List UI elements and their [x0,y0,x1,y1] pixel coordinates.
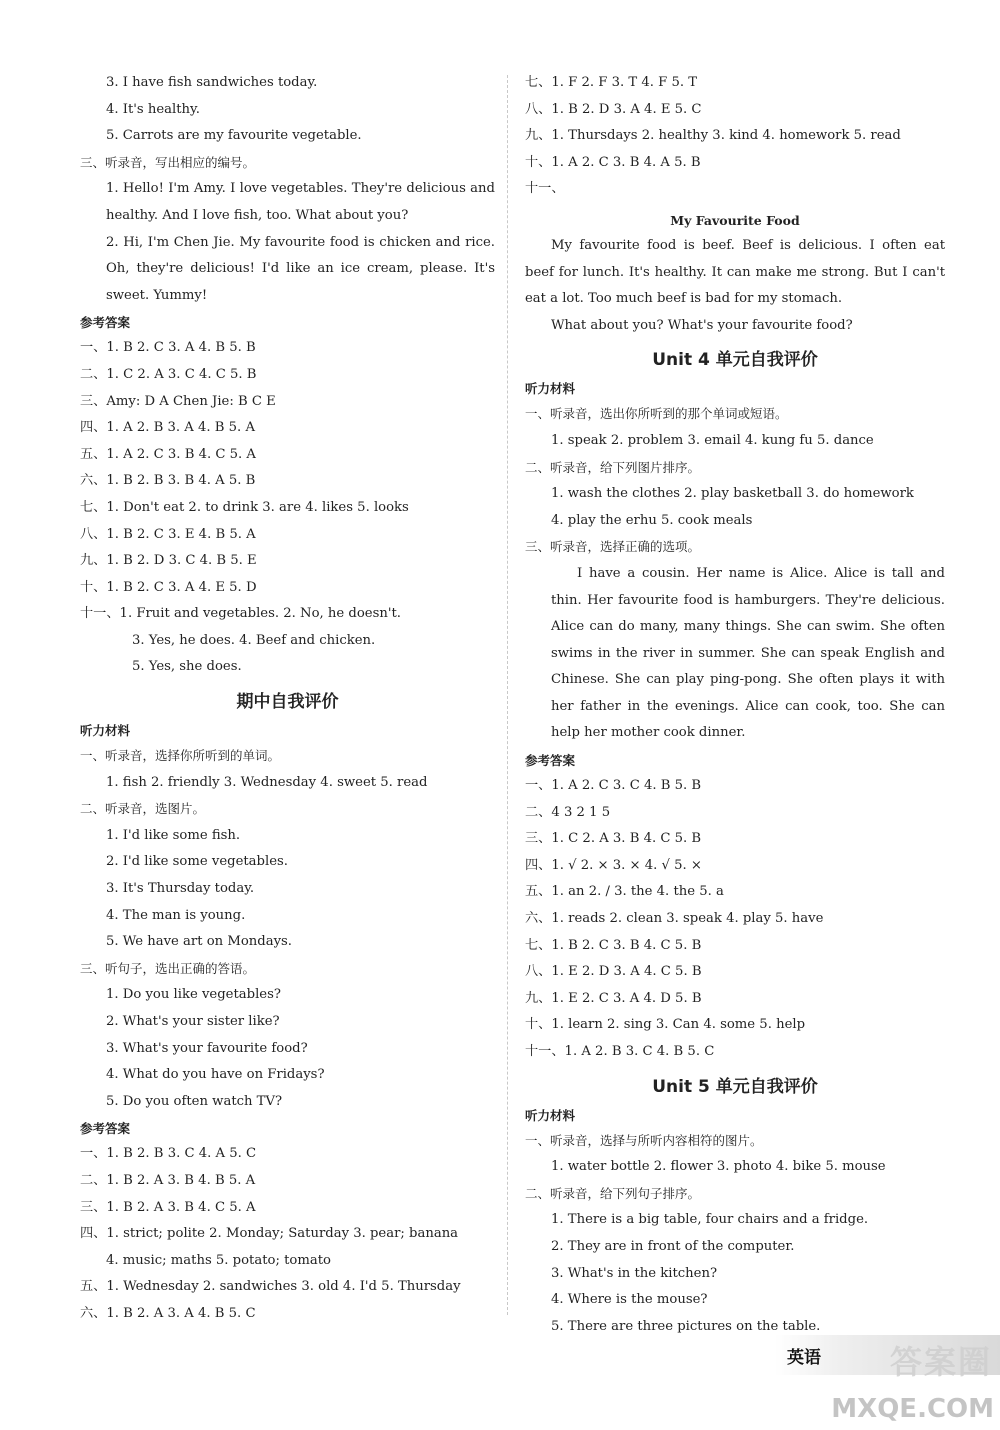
answer-line: 六、1. B 2. B 3. B 4. A 5. B [80,473,256,489]
column-divider [507,75,508,1315]
listening-item: 1. wash the clothes 2. play basketball 3. do homework [551,486,914,502]
answer-line: 5. Yes, she does. [132,659,242,675]
answer-line: 一、1. A 2. C 3. C 4. B 5. B [525,778,702,794]
answer-line: 七、1. Don't eat 2. to drink 3. are 4. likes 5. looks [80,499,409,515]
listening-item: 2. Hi, I'm Chen Jie. My favourite food is chicken and rice. Oh, they're delicious! I'd like an ice cream, please. It's sweet. Yummy! [106,234,495,303]
listening-item: 4. play the erhu 5. cook meals [551,512,753,528]
section-title: 二、听录音，选图片。 [80,801,206,817]
answer-line: 七、1. B 2. C 3. B 4. C 5. B [525,937,702,953]
left-column [80,70,495,1328]
answer-line: 一、1. B 2. B 3. C 4. A 5. C [80,1146,257,1162]
answer-line: 十一、1. A 2. B 3. C 4. B 5. C [525,1044,715,1059]
listening-item: 1. speak 2. problem 3. email 4. kung fu 5. dance [551,432,874,448]
listening-item: 5. We have art on Mondays. [106,934,292,950]
page-footer [775,1335,1000,1375]
watermark-url: MXQE.COM [831,1394,994,1424]
answer-line: 四、1. A 2. B 3. A 4. B 5. A [80,420,255,436]
answer-line: 十、1. B 2. C 3. A 4. E 5. D [80,579,257,595]
section-title: 一、听录音，选出你所听到的那个单词或短语。 [525,406,788,422]
listening-item: 1. fish 2. friendly 3. Wednesday 4. sweet 5. read [106,774,428,790]
answer-line: 四、1. √ 2. × 3. × 4. √ 5. × [525,857,702,873]
answer-line: 七、1. F 2. F 3. T 4. F 5. T [525,75,698,90]
listening-item: 1. Hello! I'm Amy. I love vegetables. They're delicious and healthy. And I love fish, too. What about you? [106,181,495,223]
answers-label: 参考答案 [80,1121,131,1137]
listening-item: 4. Where is the mouse? [551,1292,708,1308]
listening-item: 5. Do you often watch TV? [106,1093,283,1109]
listening-item: 1. Do you like vegetables? [106,987,281,1003]
answers-label: 参考答案 [80,315,131,331]
answer-line: 4. music; maths 5. potato; tomato [106,1252,331,1268]
answer-line: 一、1. B 2. C 3. A 4. B 5. B [80,340,256,356]
answer-line: 3. I have fish sandwiches today. [106,75,318,90]
listening-item: 1. There is a big table, four chairs and a fridge. [551,1212,869,1228]
answers-label: 参考答案 [525,753,576,769]
midterm-heading: 期中自我评价 [236,692,339,713]
listening-item: 3. It's Thursday today. [106,881,255,897]
right-column [525,70,945,1340]
answer-line: 二、1. C 2. A 3. C 4. C 5. B [80,366,257,382]
listening-item: 1. I'd like some fish. [106,827,241,843]
listening-item: 2. What's your sister like? [106,1014,280,1029]
listening-label: 听力材料 [525,1107,576,1123]
answer-line: 5. Carrots are my favourite vegetable. [106,128,362,144]
answer-line: 九、1. Thursdays 2. healthy 3. kind 4. homework 5. read [525,128,901,144]
answer-line: 三、1. C 2. A 3. B 4. C 5. B [525,831,702,847]
answer-line: 六、1. reads 2. clean 3. speak 4. play 5. have [525,911,824,927]
answer-line: 二、4 3 2 1 5 [525,804,611,820]
section-title: 三、听录音，写出相应的编号。 [80,154,256,170]
listening-label: 听力材料 [80,723,131,739]
listening-item: 2. They are in front of the computer. [551,1238,795,1254]
section-title: 三、听句子，选出正确的答语。 [80,960,256,976]
section-title: 二、听录音，给下列图片排序。 [525,459,701,475]
answer-line: 九、1. B 2. D 3. C 4. B 5. E [80,553,257,569]
essay-title: My Favourite Food [670,212,800,228]
answer-line: 九、1. E 2. C 3. A 4. D 5. B [525,990,702,1006]
answer-line: 六、1. B 2. A 3. A 4. B 5. C [80,1305,256,1321]
answer-line: 五、1. Wednesday 2. sandwiches 3. old 4. I'd 5. Thursday [80,1279,461,1295]
answer-line: 八、1. E 2. D 3. A 4. C 5. B [525,964,702,980]
answer-line: 十一、 [525,181,565,197]
listening-item: 3. What's your favourite food? [106,1040,308,1056]
answer-line: 四、1. strict; polite 2. Monday; Saturday 3. pear; banana [80,1226,459,1242]
answer-line: 4. It's healthy. [106,101,200,117]
listening-item: 2. I'd like some vegetables. [106,854,288,870]
answer-line: 3. Yes, he does. 4. Beef and chicken. [132,632,376,648]
listening-item: 3. What's in the kitchen? [551,1265,718,1281]
unit4-heading: Unit 4 单元自我评价 [652,350,818,371]
essay-paragraph: My favourite food is beef. Beef is delicious. I often eat beef for lunch. It's healthy. It can make me strong. But I can't eat a lot. Too much beef is bad for my stomach. [525,237,945,307]
listening-passage: I have a cousin. Her name is Alice. Alice is tall and thin. Her favourite food is hamburgers. They're delicious. Alice can do many, many things. She can swim. She often swims in the river in summer. She can speak English and Chinese. She can play ping-pong. She often plays it with her father in the evenings. Alice can cook, too. She can help her mother cook dinner. [551,565,945,741]
watermark-text: 答案圈 [889,1343,992,1381]
answer-line: 八、1. B 2. D 3. A 4. E 5. C [525,101,702,117]
listening-item: 4. What do you have on Fridays? [106,1067,325,1083]
section-title: 二、听录音，给下列句子排序。 [525,1185,701,1201]
section-title: 一、听录音，选择与所听内容相符的图片。 [525,1132,763,1148]
subject-label: 英语 [787,1348,821,1368]
essay-paragraph: What about you? What's your favourite food? [551,317,853,333]
listening-item: 5. There are three pictures on the table. [551,1318,821,1334]
unit5-heading: Unit 5 单元自我评价 [652,1076,818,1097]
answer-line: 二、1. B 2. A 3. B 4. B 5. A [80,1172,256,1188]
answer-line: 三、1. B 2. A 3. B 4. C 5. A [80,1199,256,1215]
listening-label: 听力材料 [525,381,576,397]
answer-line: 八、1. B 2. C 3. E 4. B 5. A [80,526,256,542]
listening-item: 4. The man is young. [106,907,246,923]
answer-line: 五、1. A 2. C 3. B 4. C 5. A [80,446,256,462]
answer-line: 十一、1. Fruit and vegetables. 2. No, he doesn't. [80,606,401,622]
answer-line: 五、1. an 2. / 3. the 4. the 5. a [525,884,724,900]
listening-item: 1. water bottle 2. flower 3. photo 4. bike 5. mouse [551,1159,886,1175]
answer-line: 十、1. A 2. C 3. B 4. A 5. B [525,154,701,170]
section-title: 一、听录音，选择你所听到的单词。 [80,748,281,764]
section-title: 三、听录音，选择正确的选项。 [525,539,701,555]
answer-line: 十、1. learn 2. sing 3. Can 4. some 5. help [525,1017,806,1033]
answer-line: 三、Amy: D A Chen Jie: B C E [80,393,276,409]
